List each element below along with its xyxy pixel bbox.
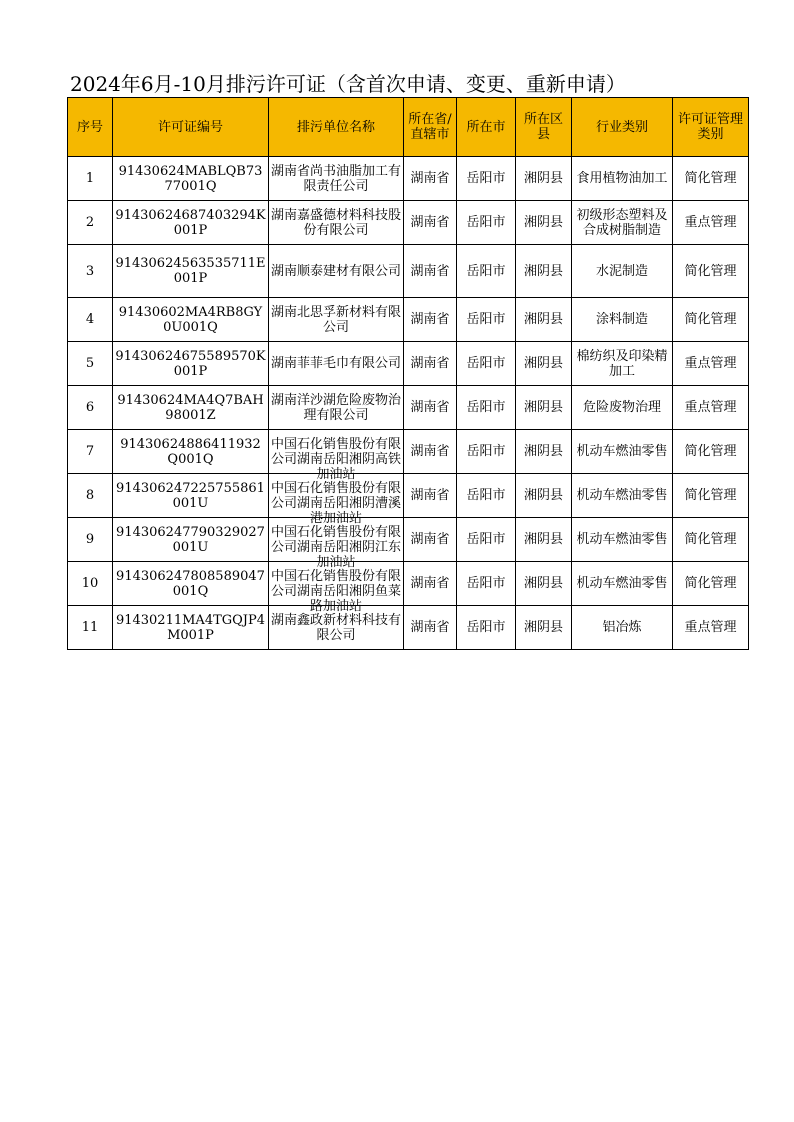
cell-unit-name-text: 湖南顺泰建材有限公司 xyxy=(271,263,402,279)
header-city: 所在市 xyxy=(457,98,516,157)
cell-county xyxy=(516,474,572,518)
cell-permit-no xyxy=(113,518,269,562)
cell-mgmt-type-text: 简化管理 xyxy=(684,263,737,279)
cell-city-text: 岳阳市 xyxy=(466,171,506,186)
table-row xyxy=(68,298,749,342)
cell-index xyxy=(68,606,113,650)
cell-index-text: 7 xyxy=(85,444,95,459)
cell-unit-name-text: 湖南鑫政新材料科技有限公司 xyxy=(271,612,402,643)
cell-permit-no xyxy=(113,386,269,430)
cell-permit-no xyxy=(113,474,269,518)
cell-unit-name-text: 中国石化销售股份有限公司湖南岳阳湘阴漕溪港加油站 xyxy=(271,480,402,526)
table-body xyxy=(68,157,749,650)
cell-city-text: 岳阳市 xyxy=(466,312,506,327)
cell-province-text: 湖南省 xyxy=(410,620,450,635)
cell-index xyxy=(68,245,113,298)
cell-mgmt-type xyxy=(673,201,749,245)
cell-province xyxy=(404,342,457,386)
cell-city-text: 岳阳市 xyxy=(466,532,506,547)
cell-unit-name xyxy=(269,386,404,430)
cell-permit-no-text: 91430624687403294K001P xyxy=(115,207,266,238)
cell-permit-no-text: 91430624MA4Q7BAH98001Z xyxy=(117,392,264,423)
cell-county-text: 湘阴县 xyxy=(523,576,563,591)
cell-index-text: 10 xyxy=(81,576,99,591)
cell-city-text: 岳阳市 xyxy=(466,400,506,415)
cell-county-text: 湘阴县 xyxy=(523,620,563,635)
cell-county-text: 湘阴县 xyxy=(523,532,563,547)
cell-industry-text: 机动车燃油零售 xyxy=(576,488,668,503)
cell-mgmt-type xyxy=(673,474,749,518)
cell-city-text: 岳阳市 xyxy=(466,356,506,371)
cell-city xyxy=(457,386,516,430)
cell-province xyxy=(404,518,457,562)
cell-index-text: 3 xyxy=(85,263,95,279)
cell-province xyxy=(404,606,457,650)
cell-index-text: 5 xyxy=(85,356,95,371)
cell-province-text: 湖南省 xyxy=(410,576,450,591)
table-row xyxy=(68,386,749,430)
cell-permit-no xyxy=(113,298,269,342)
cell-industry xyxy=(572,474,673,518)
table-header-row xyxy=(68,98,749,157)
cell-unit-name xyxy=(269,342,404,386)
cell-permit-no-text: 91430624675589570K001P xyxy=(115,348,266,379)
cell-industry-text: 食用植物油加工 xyxy=(576,171,668,186)
cell-city xyxy=(457,474,516,518)
permit-table xyxy=(67,97,749,650)
cell-mgmt-type xyxy=(673,606,749,650)
cell-mgmt-type xyxy=(673,518,749,562)
cell-mgmt-type xyxy=(673,562,749,606)
cell-industry xyxy=(572,386,673,430)
cell-industry xyxy=(572,562,673,606)
cell-permit-no-text: 914306247790329027001U xyxy=(116,524,265,555)
cell-industry xyxy=(572,201,673,245)
cell-county-text: 湘阴县 xyxy=(523,171,563,186)
cell-mgmt-type-text: 重点管理 xyxy=(684,620,737,635)
cell-mgmt-type-text: 简化管理 xyxy=(684,488,737,503)
cell-city-text: 岳阳市 xyxy=(466,444,506,459)
cell-province-text: 湖南省 xyxy=(410,263,450,279)
cell-county xyxy=(516,386,572,430)
cell-county-text: 湘阴县 xyxy=(523,356,563,371)
cell-mgmt-type xyxy=(673,157,749,201)
cell-permit-no-text: 914306247225755861001U xyxy=(116,480,265,511)
cell-county xyxy=(516,201,572,245)
cell-city xyxy=(457,157,516,201)
cell-city-text: 岳阳市 xyxy=(466,488,506,503)
cell-index-text: 1 xyxy=(85,171,95,186)
cell-province xyxy=(404,562,457,606)
cell-county-text: 湘阴县 xyxy=(523,312,563,327)
cell-county xyxy=(516,562,572,606)
cell-index-text: 6 xyxy=(85,400,95,415)
cell-city xyxy=(457,201,516,245)
cell-index-text: 8 xyxy=(85,488,95,503)
cell-province xyxy=(404,386,457,430)
cell-city-text: 岳阳市 xyxy=(466,620,506,635)
cell-province-text: 湖南省 xyxy=(410,444,450,459)
cell-mgmt-type xyxy=(673,245,749,298)
cell-industry xyxy=(572,245,673,298)
cell-unit-name xyxy=(269,606,404,650)
cell-industry-text: 水泥制造 xyxy=(595,263,648,279)
cell-industry xyxy=(572,298,673,342)
table-row xyxy=(68,474,749,518)
cell-index-text: 11 xyxy=(81,620,99,635)
cell-index xyxy=(68,201,113,245)
cell-county xyxy=(516,606,572,650)
cell-unit-name xyxy=(269,518,404,570)
cell-unit-name xyxy=(269,298,404,342)
cell-city xyxy=(457,430,516,474)
cell-permit-no xyxy=(113,562,269,606)
cell-mgmt-type-text: 重点管理 xyxy=(684,356,737,371)
cell-mgmt-type-text: 简化管理 xyxy=(684,312,737,327)
cell-unit-name xyxy=(269,157,404,201)
cell-unit-name-text: 湖南菲菲毛巾有限公司 xyxy=(271,356,402,371)
cell-county xyxy=(516,342,572,386)
cell-city xyxy=(457,245,516,298)
cell-city xyxy=(457,606,516,650)
cell-city xyxy=(457,518,516,562)
cell-province xyxy=(404,157,457,201)
cell-unit-name-text: 湖南洋沙湖危险废物治理有限公司 xyxy=(271,392,402,423)
table-row xyxy=(68,342,749,386)
page-title: 2024年6月-10月排污许可证（含首次申请、变更、重新申请） xyxy=(70,72,626,96)
cell-permit-no-text: 914306247808589047001Q xyxy=(116,568,265,599)
cell-mgmt-type xyxy=(673,430,749,474)
cell-county xyxy=(516,518,572,562)
cell-county-text: 湘阴县 xyxy=(523,215,563,230)
table-row xyxy=(68,562,749,606)
cell-province xyxy=(404,298,457,342)
cell-province-text: 湖南省 xyxy=(410,312,450,327)
cell-mgmt-type-text: 重点管理 xyxy=(684,215,737,230)
cell-permit-no xyxy=(113,245,269,298)
cell-industry xyxy=(572,606,673,650)
cell-county xyxy=(516,245,572,298)
header-permit-no: 许可证编号 xyxy=(113,98,269,157)
cell-unit-name xyxy=(269,245,404,298)
cell-index-text: 9 xyxy=(85,532,95,547)
cell-unit-name xyxy=(269,474,404,526)
cell-permit-no xyxy=(113,201,269,245)
cell-industry-text: 棉纺织及印染精加工 xyxy=(576,348,668,379)
header-mgmt-type: 许可证管理类别 xyxy=(673,98,749,157)
cell-permit-no xyxy=(113,157,269,201)
header-unit-name: 排污单位名称 xyxy=(269,98,404,157)
cell-industry-text: 涂料制造 xyxy=(595,312,648,327)
cell-province-text: 湖南省 xyxy=(410,356,450,371)
cell-mgmt-type-text: 简化管理 xyxy=(684,576,737,591)
table-row xyxy=(68,606,749,650)
cell-unit-name-text: 湖南嘉盛德材料科技股份有限公司 xyxy=(271,207,402,238)
cell-industry-text: 机动车燃油零售 xyxy=(576,576,668,591)
cell-industry xyxy=(572,342,673,386)
cell-unit-name xyxy=(269,430,404,482)
cell-index xyxy=(68,157,113,201)
cell-permit-no xyxy=(113,606,269,650)
cell-city xyxy=(457,562,516,606)
cell-province xyxy=(404,201,457,245)
cell-county xyxy=(516,157,572,201)
cell-mgmt-type-text: 简化管理 xyxy=(684,171,737,186)
cell-city-text: 岳阳市 xyxy=(466,576,506,591)
table-row xyxy=(68,430,749,474)
cell-province xyxy=(404,474,457,518)
cell-index-text: 2 xyxy=(85,215,95,230)
cell-permit-no-text: 91430624563535711E001P xyxy=(115,256,266,286)
cell-mgmt-type-text: 重点管理 xyxy=(684,400,737,415)
cell-city-text: 岳阳市 xyxy=(466,215,506,230)
cell-index-text: 4 xyxy=(85,312,95,327)
cell-industry-text: 铝冶炼 xyxy=(602,620,642,635)
cell-mgmt-type xyxy=(673,386,749,430)
cell-province-text: 湖南省 xyxy=(410,488,450,503)
cell-county xyxy=(516,430,572,474)
cell-mgmt-type xyxy=(673,298,749,342)
cell-province-text: 湖南省 xyxy=(410,532,450,547)
cell-permit-no-text: 91430624MABLQB7377001Q xyxy=(118,163,263,194)
table-row xyxy=(68,157,749,201)
cell-index xyxy=(68,342,113,386)
cell-county-text: 湘阴县 xyxy=(523,444,563,459)
table-row xyxy=(68,245,749,298)
cell-index xyxy=(68,298,113,342)
table-row xyxy=(68,201,749,245)
cell-mgmt-type-text: 简化管理 xyxy=(684,444,737,459)
cell-permit-no xyxy=(113,430,269,474)
header-industry: 行业类别 xyxy=(572,98,673,157)
cell-industry-text: 初级形态塑料及合成树脂制造 xyxy=(576,207,668,238)
cell-industry-text: 危险废物治理 xyxy=(582,400,661,415)
cell-industry xyxy=(572,157,673,201)
cell-index xyxy=(68,430,113,474)
header-index: 序号 xyxy=(68,98,113,157)
cell-industry xyxy=(572,518,673,562)
cell-county-text: 湘阴县 xyxy=(523,488,563,503)
cell-industry-text: 机动车燃油零售 xyxy=(576,532,668,547)
cell-index xyxy=(68,518,113,562)
cell-index xyxy=(68,562,113,606)
cell-index xyxy=(68,474,113,518)
cell-unit-name xyxy=(269,201,404,245)
cell-county-text: 湘阴县 xyxy=(523,263,563,279)
cell-unit-name-text: 中国石化销售股份有限公司湖南岳阳湘阴鱼菜路加油站 xyxy=(271,568,402,614)
cell-permit-no-text: 91430602MA4RB8GY0U001Q xyxy=(118,304,263,335)
cell-unit-name xyxy=(269,562,404,614)
cell-unit-name-text: 中国石化销售股份有限公司湖南岳阳湘阴高铁加油站 xyxy=(271,436,402,482)
cell-province-text: 湖南省 xyxy=(410,400,450,415)
cell-index xyxy=(68,386,113,430)
header-province: 所在省/直辖市 xyxy=(404,98,457,157)
cell-city-text: 岳阳市 xyxy=(466,263,506,279)
header-county: 所在区县 xyxy=(516,98,572,157)
cell-permit-no xyxy=(113,342,269,386)
cell-mgmt-type xyxy=(673,342,749,386)
cell-province xyxy=(404,245,457,298)
table-row xyxy=(68,518,749,562)
cell-city xyxy=(457,342,516,386)
cell-mgmt-type-text: 简化管理 xyxy=(684,532,737,547)
cell-province xyxy=(404,430,457,474)
cell-county xyxy=(516,298,572,342)
cell-county-text: 湘阴县 xyxy=(523,400,563,415)
cell-industry xyxy=(572,430,673,474)
cell-unit-name-text: 中国石化销售股份有限公司湖南岳阳湘阴江东加油站 xyxy=(271,524,402,570)
cell-province-text: 湖南省 xyxy=(410,215,450,230)
cell-industry-text: 机动车燃油零售 xyxy=(576,444,668,459)
cell-unit-name-text: 湖南省尚书油脂加工有限责任公司 xyxy=(271,163,402,194)
cell-province-text: 湖南省 xyxy=(410,171,450,186)
cell-permit-no-text: 91430624886411932Q001Q xyxy=(120,436,261,467)
cell-permit-no-text: 91430211MA4TGQJP4M001P xyxy=(115,612,266,643)
cell-city xyxy=(457,298,516,342)
cell-unit-name-text: 湖南北思孚新材料有限公司 xyxy=(271,304,402,335)
